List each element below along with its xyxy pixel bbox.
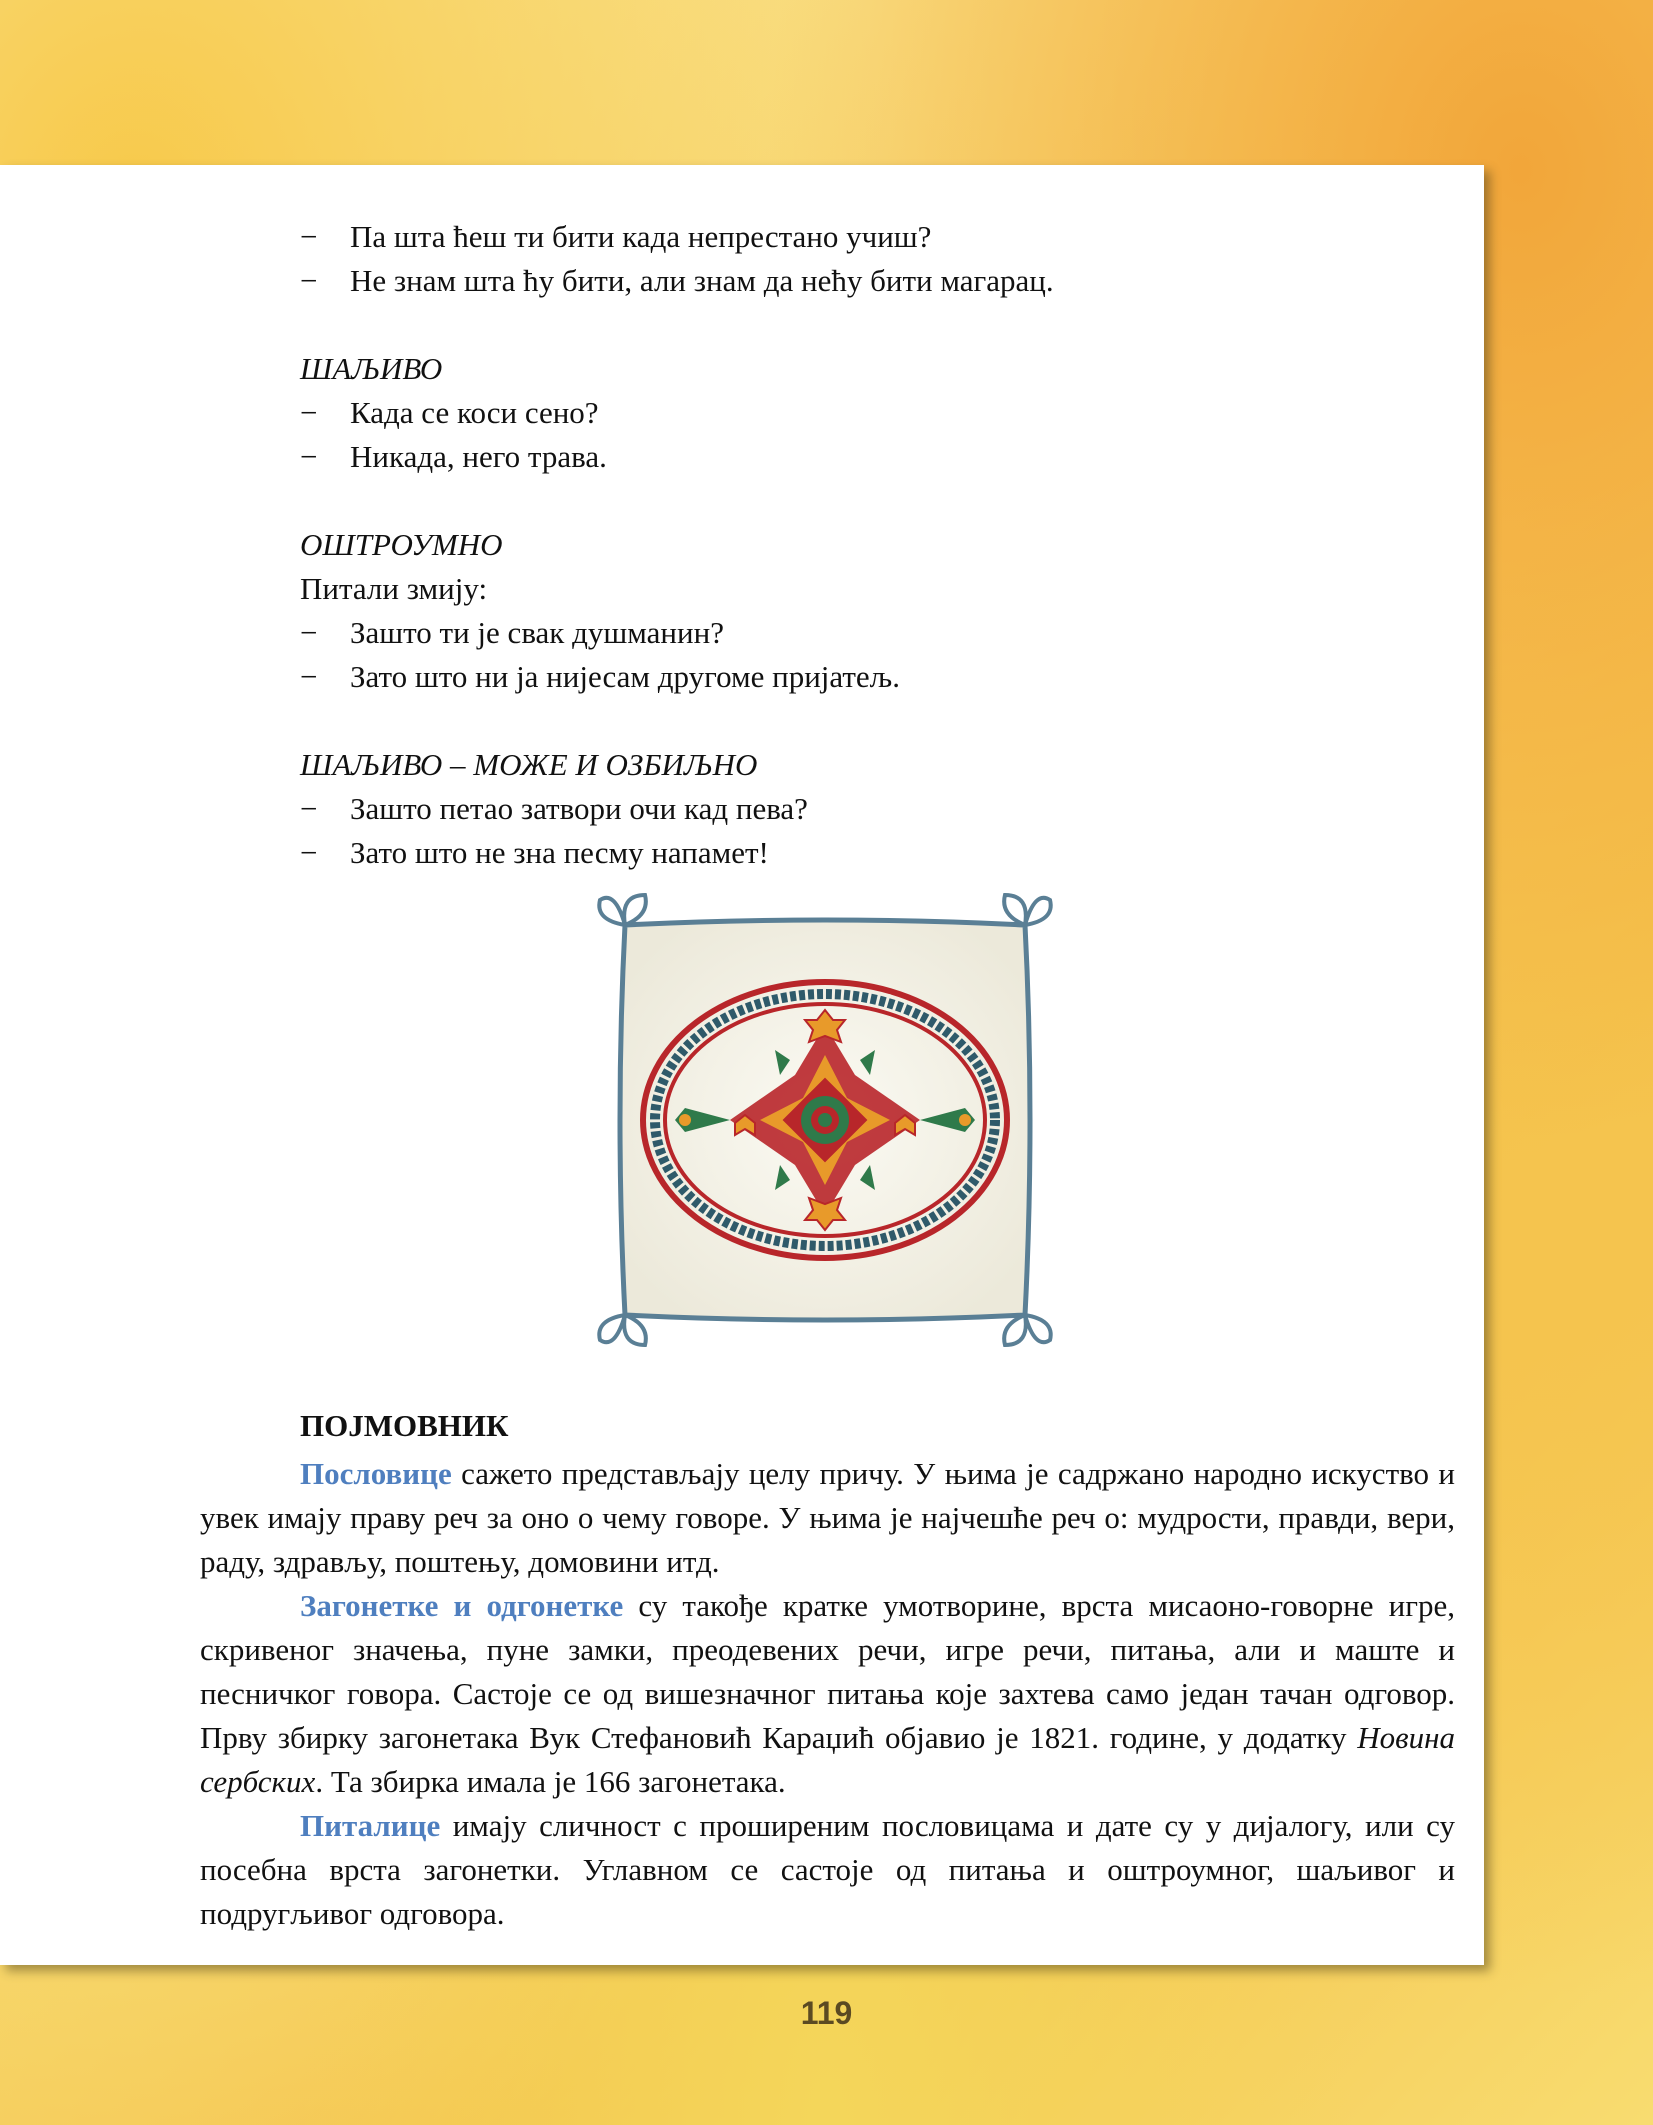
glossary-paragraph-proverbs: Пословице сажето представљају целу причу. У њима је садржано народно искуство и увек имају праву реч за оно о чему говоре. У њима је најчешће реч о: мудрости, правди, вери, раду, здрављу, поштењу, домовини итд. (200, 1456, 1455, 1579)
glossary-paragraph-riddles: Загонетке и одгонетке су такође кратке умотворине, врста мисаоно-говорне игре, скривеног значења, пуне замки, преодевених речи, игре речи, питања, али и маште и песничког говора. Састоје се од вишезначног питања које захтева само један тачан одговор. Прву збирку загонетака Вук Стефановић Караџић објавио је 1821. године, у додатку Новина сербских. Та збирка имала је 166 загонетака. (200, 1588, 1455, 1799)
glossary-paragraph-pitalice: Питалице имају сличност с проширеним пословицама и дате су у дијалогу, или су посебна врста загонетки. Углавном се састоје од питања и оштроумног, шаљивог и подругљивог одговора. (200, 1808, 1455, 1931)
page-sheet (0, 165, 1484, 1965)
dialogue-line: − Па шта ћеш ти бити када непрестано учиш? (300, 219, 932, 254)
dialogue-line: − Зашто петао затвори очи кад пева? (300, 791, 808, 826)
term-proverbs: Пословице (300, 1456, 452, 1491)
dialogue-line: − Зато што не зна песму напамет! (300, 835, 769, 870)
dialogue-line: − Зашто ти је свак душманин? (300, 615, 724, 650)
embroidered-pillow-image (585, 885, 1065, 1355)
term-pitalice: Питалице (300, 1808, 441, 1843)
dialogue-line: − Зато што ни ја нијесам другоме пријатељ. (300, 659, 900, 694)
dialogue-line: − Никада, него трава. (300, 439, 607, 474)
dialogue-line: − Не знам шта ћу бити, али знам да нећу бити магарац. (300, 263, 1054, 298)
dialogue-intro: Питали змију: (300, 571, 488, 606)
section-heading: ОШТРОУМНО (300, 527, 503, 562)
page-number: 119 (800, 1995, 853, 2031)
glossary-title: ПОЈМОВНИК (300, 1408, 509, 1443)
section-heading: ШАЉИВО (300, 351, 443, 386)
section-heading: ШАЉИВО – МОЖЕ И ОЗБИЉНО (300, 747, 758, 782)
term-riddles: Загонетке и одгонетке (300, 1588, 624, 1623)
dialogue-line: − Када се коси сено? (300, 395, 599, 430)
